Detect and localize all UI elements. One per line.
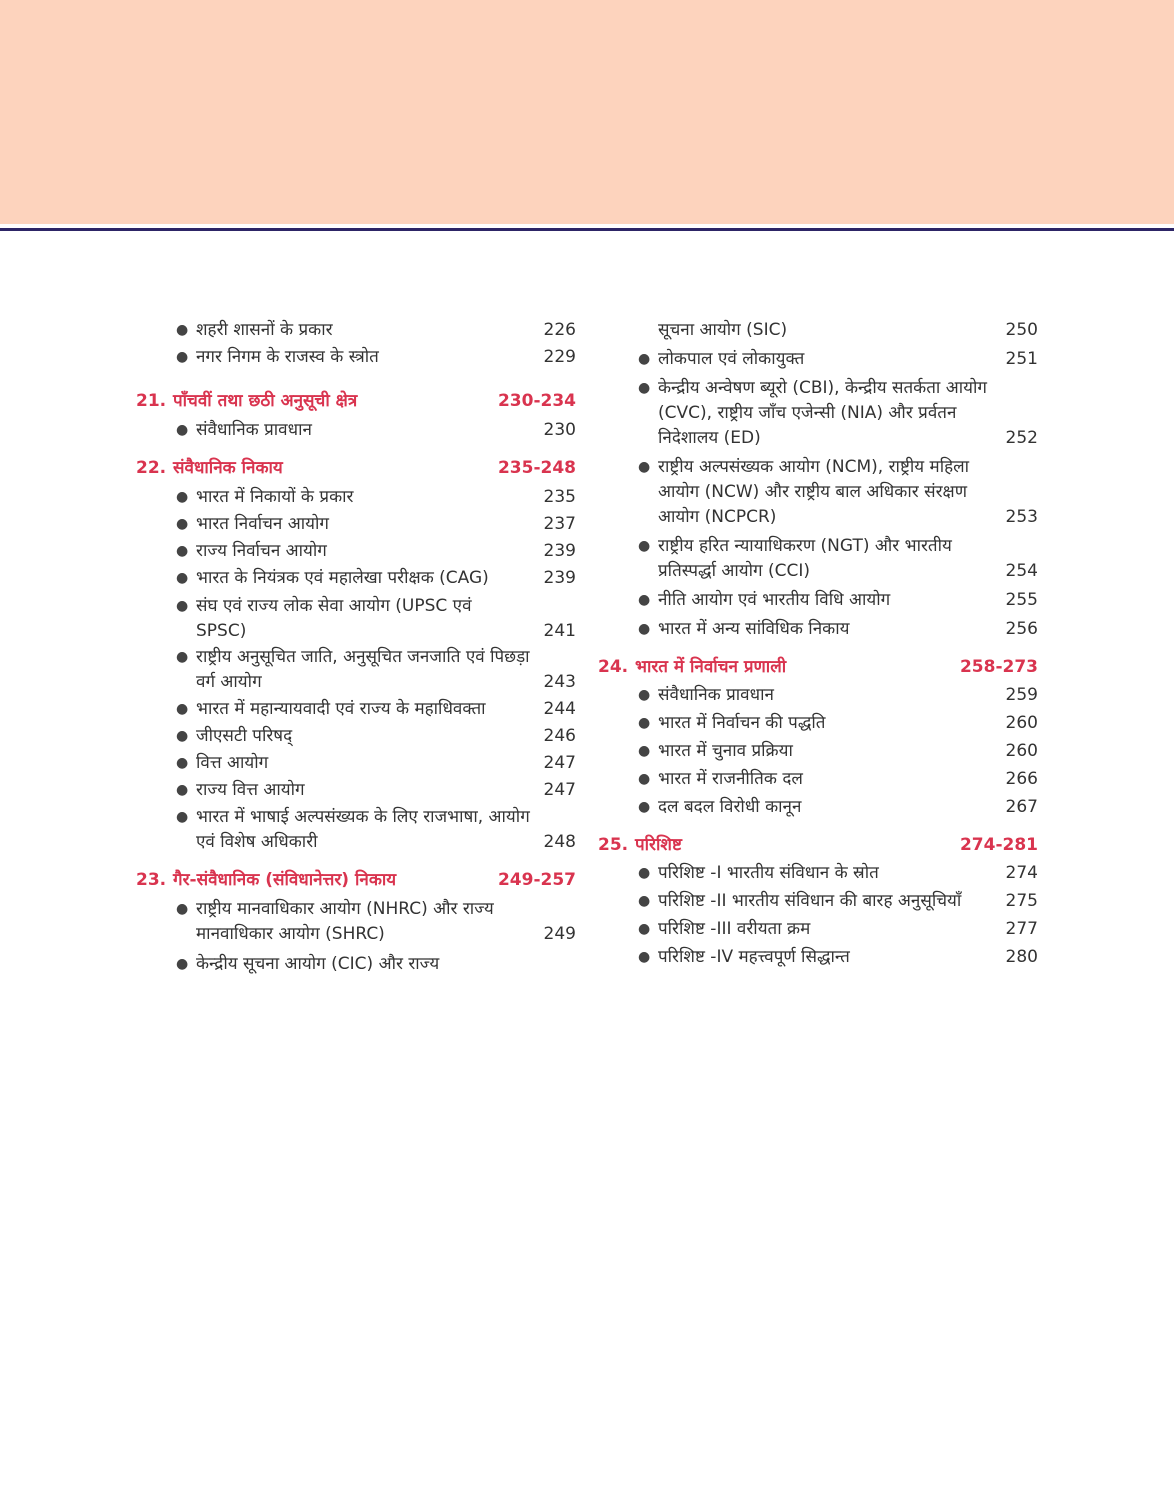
toc-item[interactable]: ● संघ एवं राज्य लोक सेवा आयोग (UPSC एवं SPSC) 241	[176, 596, 576, 641]
bullet-icon: ●	[638, 380, 651, 396]
bullet-icon: ●	[176, 322, 189, 338]
toc-item[interactable]: ● भारत में राजनीतिक दल 266	[598, 767, 1068, 792]
bullet-icon: ●	[176, 489, 189, 505]
toc-item[interactable]: ● दल बदल विरोधी कानून 267	[598, 795, 1068, 820]
toc-item[interactable]: ● भारत में निकायों के प्रकार 235	[136, 485, 606, 510]
toc-item[interactable]: ● राष्ट्रीय अल्पसंख्यक आयोग (NCM), राष्ट्रीय महिला आयोग (NCW) और राष्ट्रीय बाल अधिकार संरक्षण आयोग (NCPCR) 253	[638, 457, 1038, 527]
bullet-icon: ●	[176, 649, 189, 665]
bullet-icon: ●	[176, 543, 189, 559]
bullet-icon: ●	[638, 921, 651, 937]
bullet-icon: ●	[638, 799, 651, 815]
bullet-icon: ●	[638, 538, 651, 554]
toc-item[interactable]: ● नगर निगम के राजस्व के स्त्रोत 229	[136, 345, 606, 370]
bullet-icon: ●	[176, 755, 189, 771]
header-rule	[0, 228, 1174, 231]
toc-item[interactable]: ● परिशिष्ट -IV महत्त्वपूर्ण सिद्धान्त 280	[598, 945, 1068, 970]
toc-item[interactable]: ● केन्द्रीय सूचना आयोग (CIC) और राज्य	[136, 952, 606, 977]
bullet-icon: ●	[176, 809, 189, 825]
bullet-icon: ●	[638, 687, 651, 703]
bullet-icon: ●	[638, 715, 651, 731]
toc-item[interactable]: ● शहरी शासनों के प्रकार 226	[136, 318, 606, 343]
bullet-icon: ●	[638, 592, 651, 608]
toc-item[interactable]: ● भारत में चुनाव प्रक्रिया 260	[598, 739, 1068, 764]
toc-item[interactable]: ● नीति आयोग एवं भारतीय विधि आयोग 255	[598, 588, 1068, 613]
header-banner	[0, 0, 1174, 224]
bullet-icon: ●	[176, 901, 189, 917]
bullet-icon: ●	[638, 949, 651, 965]
toc-item[interactable]: ● संवैधानिक प्रावधान 230	[136, 418, 606, 443]
bullet-icon: ●	[638, 351, 651, 367]
toc-item[interactable]: ● केन्द्रीय अन्वेषण ब्यूरो (CBI), केन्द्रीय सतर्कता आयोग (CVC), राष्ट्रीय जाँच एजेन्सी (NIA) और प्रर्वतन निदेशालय (ED) 252	[638, 378, 1038, 448]
toc-item[interactable]: ● राज्य निर्वाचन आयोग 239	[136, 539, 606, 564]
toc-item[interactable]: ● राष्ट्रीय मानवाधिकार आयोग (NHRC) और राज्य मानवाधिकार आयोग (SHRC) 249	[176, 899, 576, 944]
toc-item[interactable]: ● भारत में अन्य सांविधिक निकाय 256	[598, 617, 1068, 642]
toc-item[interactable]: ● भारत में भाषाई अल्पसंख्यक के लिए राजभाषा, आयोग एवं विशेष अधिकारी 248	[176, 807, 576, 852]
toc-item[interactable]: ● राष्ट्रीय हरित न्यायाधिकरण (NGT) और भारतीय प्रतिस्पर्द्धा आयोग (CCI) 254	[638, 536, 1038, 581]
toc-item[interactable]: ● संवैधानिक प्रावधान 259	[598, 683, 1068, 708]
toc-item[interactable]: ● भारत निर्वाचन आयोग 237	[136, 512, 606, 537]
bullet-icon: ●	[176, 598, 189, 614]
toc-item[interactable]: ● राष्ट्रीय अनुसूचित जाति, अनुसूचित जनजाति एवं पिछड़ा वर्ग आयोग 243	[176, 647, 576, 692]
bullet-icon: ●	[176, 349, 189, 365]
bullet-icon: ●	[176, 782, 189, 798]
toc-item[interactable]: ● भारत में निर्वाचन की पद्धति 260	[598, 711, 1068, 736]
bullet-icon: ●	[176, 422, 189, 438]
toc-item[interactable]: ● लोकपाल एवं लोकायुक्त 251	[598, 347, 1068, 372]
bullet-icon: ●	[638, 893, 651, 909]
bullet-icon: ●	[176, 570, 189, 586]
bullet-icon: ●	[638, 771, 651, 787]
bullet-icon: ●	[638, 621, 651, 637]
toc-item[interactable]: ● जीएसटी परिषद् 246	[136, 724, 606, 749]
toc-item[interactable]: ● परिशिष्ट -III वरीयता क्रम 277	[598, 917, 1068, 942]
toc-item[interactable]: ● वित्त आयोग 247	[136, 751, 606, 776]
toc-item[interactable]: ● राज्य वित्त आयोग 247	[136, 778, 606, 803]
toc-item[interactable]: ● परिशिष्ट -I भारतीय संविधान के स्रोत 274	[598, 861, 1068, 886]
bullet-icon: ●	[638, 865, 651, 881]
bullet-icon: ●	[176, 516, 189, 532]
bullet-icon: ●	[176, 701, 189, 717]
bullet-icon: ●	[176, 728, 189, 744]
toc-item[interactable]: ● भारत में महान्यायवादी एवं राज्य के महाधिवक्ता 244	[136, 697, 606, 722]
toc-item-continuation[interactable]: सूचना आयोग (SIC) 250	[658, 320, 1038, 340]
toc-item[interactable]: ● परिशिष्ट -II भारतीय संविधान की बारह अनुसूचियाँ 275	[598, 889, 1068, 914]
bullet-icon: ●	[638, 743, 651, 759]
bullet-icon: ●	[176, 956, 189, 972]
toc-item[interactable]: ● भारत के नियंत्रक एवं महालेखा परीक्षक (CAG) 239	[136, 566, 606, 591]
bullet-icon: ●	[638, 459, 651, 475]
